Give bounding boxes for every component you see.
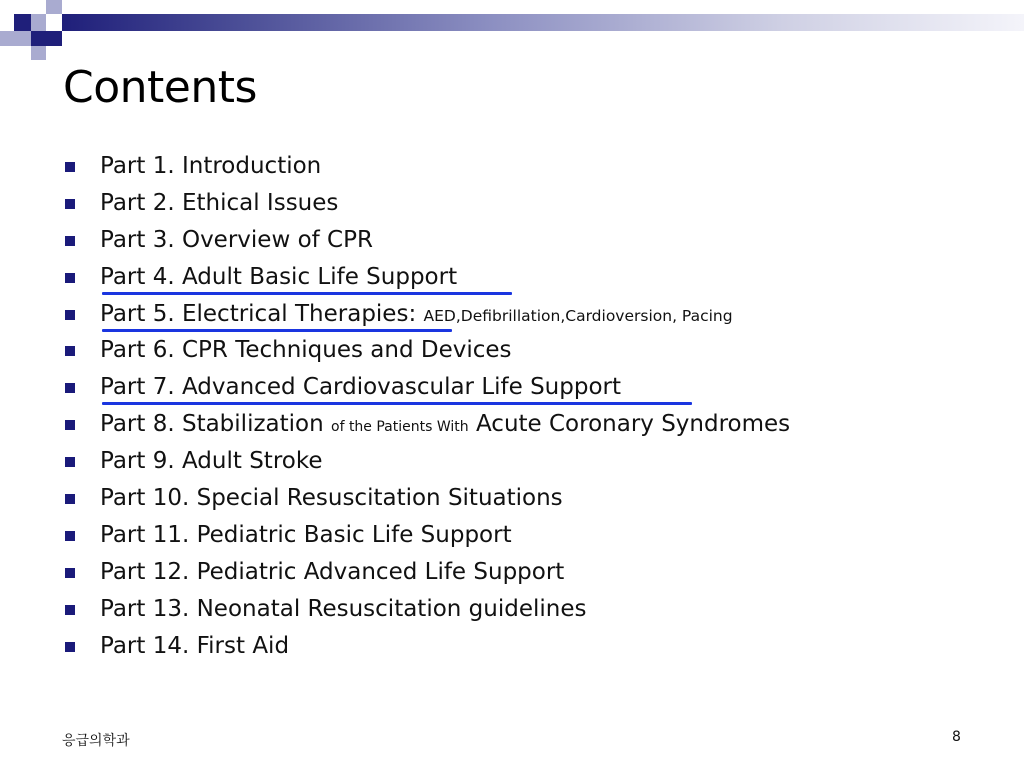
- deco-square: [46, 31, 62, 46]
- deco-square: [31, 31, 46, 46]
- square-bullet-icon: [65, 531, 75, 541]
- list-item-tail: Acute Coronary Syndromes: [475, 411, 791, 438]
- list-item-label: Part 12. Pediatric Advanced Life Support: [100, 558, 565, 585]
- list-item-label: Part 6. CPR Techniques and Devices: [100, 337, 512, 364]
- square-bullet-icon: [65, 310, 75, 320]
- deco-square: [0, 31, 14, 46]
- deco-square: [14, 14, 31, 31]
- page-number: 8: [952, 729, 961, 745]
- square-bullet-icon: [65, 236, 75, 246]
- square-bullet-icon: [65, 162, 75, 172]
- square-bullet-icon: [65, 457, 75, 467]
- list-item-label: Part 10. Special Resuscitation Situations: [100, 485, 563, 512]
- deco-square: [46, 0, 62, 14]
- square-bullet-icon: [65, 273, 75, 283]
- list-item-label: Part 11. Pediatric Basic Life Support: [100, 521, 512, 548]
- footer-department: 응급의학과: [62, 733, 130, 749]
- deco-square: [31, 14, 46, 31]
- deco-square: [31, 46, 46, 60]
- list-item-label: Part 1. Introduction: [100, 153, 322, 179]
- square-bullet-icon: [65, 605, 75, 615]
- deco-square: [14, 31, 31, 46]
- square-bullet-icon: [65, 420, 75, 430]
- list-item-label[interactable]: Part 4. Adult Basic Life Support: [100, 263, 458, 290]
- list-item-middle: of the Patients With: [331, 419, 469, 436]
- list-item-label: Part 3. Overview of CPR: [100, 226, 373, 253]
- list-item-label[interactable]: Part 7. Advanced Cardiovascular Life Support: [100, 374, 622, 401]
- list-item-label: Part 8. Stabilization: [100, 411, 324, 438]
- list-item-text: [100, 406, 790, 446]
- square-bullet-icon: [65, 383, 75, 393]
- square-bullet-icon: [65, 346, 75, 356]
- list-item-label: Part 14. First Aid: [100, 632, 290, 659]
- underline-mark: [102, 329, 452, 332]
- square-bullet-icon: [65, 642, 75, 652]
- header-gradient-bar: [62, 14, 1024, 31]
- list-item-label: Part 2. Ethical Issues: [100, 189, 339, 216]
- list-item-label: Part 9. Adult Stroke: [100, 448, 323, 475]
- square-bullet-icon: [65, 494, 75, 504]
- list-item-suffix: AED,Defibrillation,Cardioversion, Pacing: [423, 306, 733, 325]
- square-bullet-icon: [65, 568, 75, 578]
- list-item-label[interactable]: Part 5. Electrical Therapies:: [100, 300, 417, 327]
- underline-mark: [102, 292, 512, 295]
- square-bullet-icon: [65, 199, 75, 209]
- underline-mark: [102, 402, 692, 405]
- list-item-label: Part 13. Neonatal Resuscitation guidelines: [100, 595, 587, 622]
- slide-title: Contents: [63, 62, 257, 113]
